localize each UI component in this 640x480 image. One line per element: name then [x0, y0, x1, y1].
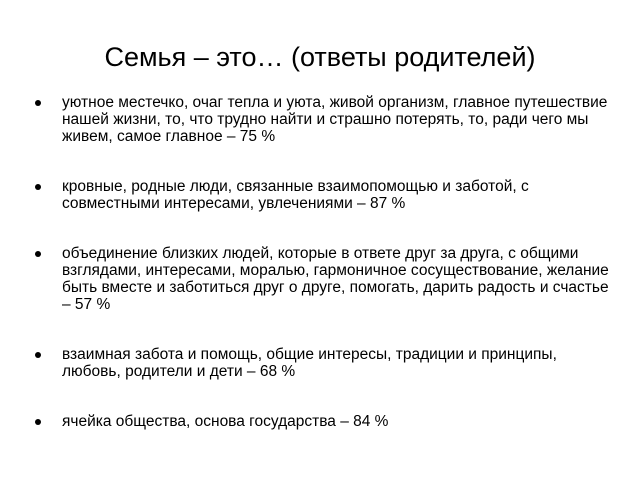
bullet-item	[34, 413, 614, 430]
bullet-list	[34, 94, 614, 463]
bullet-dot-icon	[35, 184, 41, 190]
bullet-dot-icon	[35, 100, 41, 106]
bullet-text: взаимная забота и помощь, общие интересы, традиции и принципы, любовь, родители и дети – 68 %	[62, 346, 557, 380]
bullet-item	[34, 178, 614, 212]
bullet-text: кровные, родные люди, связанные взаимопомощью и заботой, с совместными интересами, увлечениями – 87 %	[62, 178, 529, 212]
bullet-text: уютное местечко, очаг тепла и уюта, живой организм, главное путешествие нашей жизни, то, что трудно найти и страшно потерять, то, ради чего мы живем, самое главное – 75 %	[62, 94, 608, 145]
bullet-item	[34, 346, 614, 380]
bullet-text: объединение близких людей, которые в ответе друг за друга, с общими взглядами, интересами, моралью, гармоничное сосуществование, желание быть вместе и заботиться друг о друге, помогать, дарить радость и счастье – 57 %	[62, 245, 609, 313]
bullet-text: ячейка общества, основа государства – 84 %	[62, 413, 389, 430]
bullet-dot-icon	[35, 251, 41, 257]
bullet-dot-icon	[35, 419, 41, 425]
bullet-dot-icon	[35, 352, 41, 358]
bullet-item	[34, 94, 614, 145]
slide-title: Семья – это… (ответы родителей)	[104, 42, 536, 72]
bullet-item	[34, 245, 614, 313]
